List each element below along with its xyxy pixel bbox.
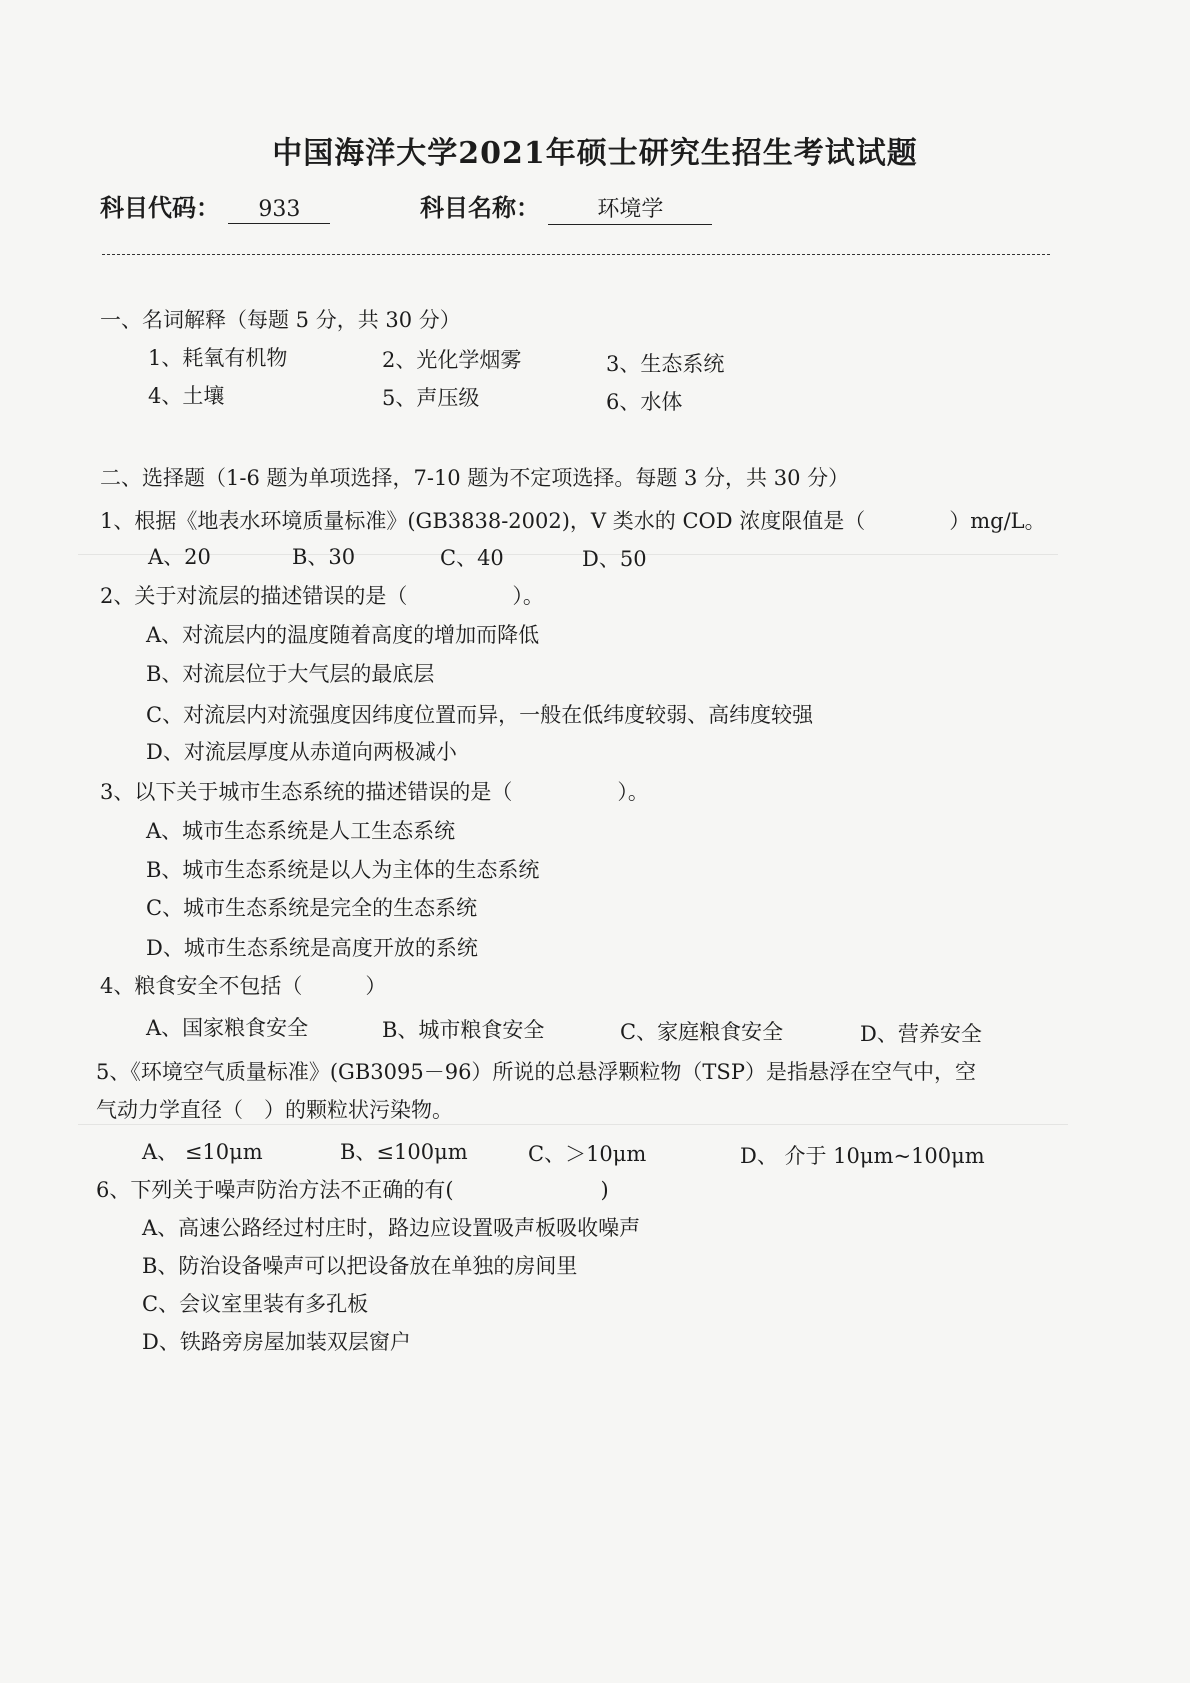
option-item: D、对流层厚度从赤道向两极减小 xyxy=(146,740,457,764)
subject-code-label: 科目代码： xyxy=(100,194,220,222)
option-item: C、会议室里装有多孔板 xyxy=(142,1292,369,1316)
option-item: A、 ≤10μm xyxy=(142,1140,263,1164)
subject-code-value: 933 xyxy=(228,197,330,224)
subject-name-value: 环境学 xyxy=(548,192,712,225)
section2-heading: 二、选择题（1-6 题为单项选择，7-10 题为不定项选择。每题 3 分，共 30 分） xyxy=(100,466,850,490)
term-item: 1、耗氧有机物 xyxy=(148,346,288,370)
option-item: D、50 xyxy=(582,547,647,571)
subject-code-row xyxy=(100,188,330,224)
term-item: 5、声压级 xyxy=(382,386,480,410)
option-item: A、高速公路经过村庄时，路边应设置吸声板吸收噪声 xyxy=(142,1216,641,1240)
term-item: 6、水体 xyxy=(606,390,683,414)
option-item: C、城市生态系统是完全的生态系统 xyxy=(146,896,478,920)
exam-title: 中国海洋大学2021年硕士研究生招生考试试题 xyxy=(272,136,918,171)
option-item: B、对流层位于大气层的最底层 xyxy=(146,662,435,686)
option-item: A、对流层内的温度随着高度的增加而降低 xyxy=(146,623,540,647)
option-item: A、城市生态系统是人工生态系统 xyxy=(146,819,456,843)
term-item: 2、光化学烟雾 xyxy=(382,348,522,372)
option-item: B、防治设备噪声可以把设备放在单独的房间里 xyxy=(142,1254,578,1278)
option-item: B、≤100μm xyxy=(340,1140,468,1164)
option-item: D、 介于 10μm~100μm xyxy=(740,1144,985,1168)
section1-heading: 一、名词解释（每题 5 分，共 30 分） xyxy=(100,308,461,332)
subject-name-label: 科目名称： xyxy=(420,194,540,222)
option-item: A、20 xyxy=(148,545,211,569)
scan-line xyxy=(78,554,1058,555)
term-item: 4、土壤 xyxy=(148,384,225,408)
question-stem: 1、根据《地表水环境质量标准》(GB3838-2002)，V 类水的 COD 浓度限值是（ ）mg/L。 xyxy=(100,509,1046,533)
option-item: D、营养安全 xyxy=(860,1022,982,1046)
option-item: D、城市生态系统是高度开放的系统 xyxy=(146,936,478,960)
question-stem-continued: 气动力学直径（ ）的颗粒状污染物。 xyxy=(96,1098,453,1122)
question-stem: 6、下列关于噪声防治方法不正确的有( ) xyxy=(96,1178,609,1202)
subject-name-row xyxy=(420,188,712,225)
option-item: B、30 xyxy=(292,545,356,569)
question-stem: 5、《环境空气质量标准》(GB3095－96）所说的总悬浮颗粒物（TSP）是指悬浮在空气中，空 xyxy=(96,1060,976,1084)
scan-line xyxy=(78,1124,1068,1125)
option-item: C、40 xyxy=(440,546,504,570)
separator-line xyxy=(102,254,1050,255)
option-item: D、铁路旁房屋加装双层窗户 xyxy=(142,1330,411,1354)
question-stem: 2、关于对流层的描述错误的是（ ）。 xyxy=(100,584,544,608)
question-stem: 4、粮食安全不包括（ ） xyxy=(100,974,387,998)
option-item: C、对流层内对流强度因纬度位置而异，一般在低纬度较弱、高纬度较强 xyxy=(146,703,814,727)
option-item: C、＞10μm xyxy=(528,1142,647,1166)
option-item: B、城市粮食安全 xyxy=(382,1018,545,1042)
option-item: A、国家粮食安全 xyxy=(146,1016,309,1040)
option-item: C、家庭粮食安全 xyxy=(620,1020,784,1044)
question-stem: 3、以下关于城市生态系统的描述错误的是（ ）。 xyxy=(100,780,649,804)
option-item: B、城市生态系统是以人为主体的生态系统 xyxy=(146,858,540,882)
term-item: 3、生态系统 xyxy=(606,352,725,376)
